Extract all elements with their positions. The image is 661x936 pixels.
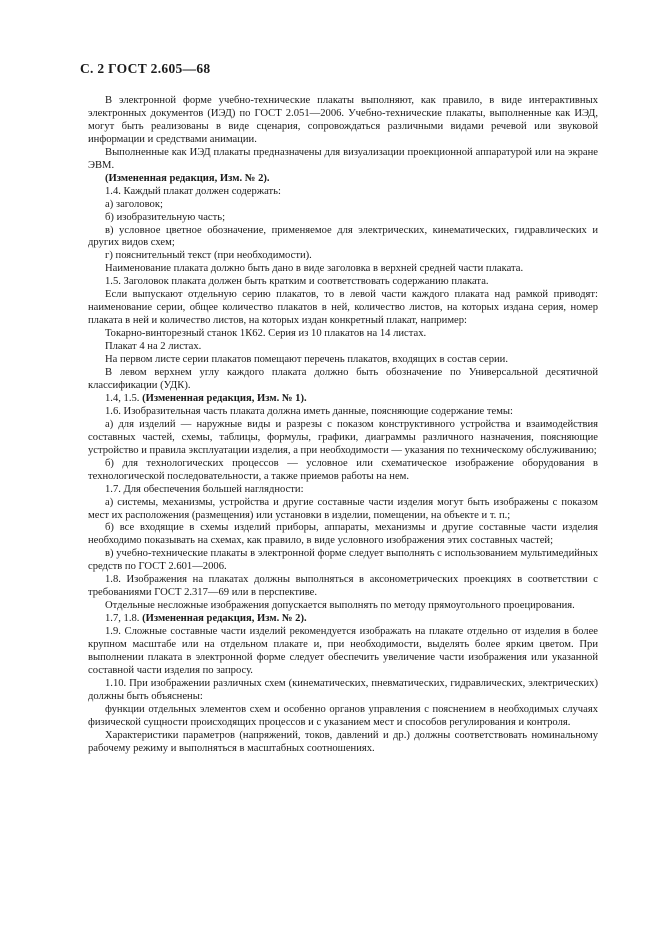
paragraph (88, 341, 598, 354)
document-body (88, 95, 598, 756)
paragraph (88, 393, 598, 406)
paragraph-text: Выполненные как ИЭД плакаты предназначены для визуализации проекционной аппаратурой или на экране ЭВМ. (88, 146, 598, 171)
paragraph (88, 613, 598, 626)
paragraph (88, 574, 598, 600)
amendment-note: (Измененная редакция, Изм. № 2). (105, 172, 270, 184)
paragraph-text: 1.5. Заголовок плаката должен быть кратким и соответствовать содержанию плаката. (105, 276, 489, 288)
paragraph-text: Токарно-винторезный станок 1К62. Серия из 10 плакатов на 14 листах. (105, 328, 427, 340)
paragraph-text: функции отдельных элементов схем и особенно органов управления с пояснением в необходимых случаях физической сущности происходящих процессов и с указанием мест и способов регулирования и контроля. (88, 703, 598, 728)
paragraph-text: а) для изделий — наружные виды и разрезы с показом конструктивного устройства и взаимодействия составных частей, схемы, таблицы, формулы, графики, диаграммы различного назначения, поясняющие устройство и правила эксплуатации изделия, а при необходимости — указания по техническому обслуживанию; (88, 418, 598, 456)
paragraph-prefix: 1.4, 1.5. (105, 392, 143, 404)
paragraph (88, 354, 598, 367)
paragraph-text: б) для технологических процессов — условное или схематическое изображение оборудования в технологической последовательности, а также приемов работы на нем. (88, 457, 598, 482)
paragraph (88, 186, 598, 199)
paragraph-text: Плакат 4 на 2 листах. (105, 341, 202, 353)
paragraph-text: 1.7. Для обеспечения большей наглядности: (105, 483, 304, 495)
paragraph-text: 1.9. Сложные составные части изделий рекомендуется изображать на плакате отдельно от изделия в более крупном масштабе или на отдельном плакате и, при необходимости, выделять более ярким цветом. При выполнении плаката в электронной форме следует обеспечить увеличение части изображения или указанной составной части изделия по запросу. (88, 626, 598, 676)
paragraph-text: В электронной форме учебно-технические плакаты выполняют, как правило, в виде интерактивных электронных документов (ИЭД) по ГОСТ 2.051—2006. Учебно-технические плакаты, выполненные как ИЭД, могут быть реализованы в виде сценария, сопровождаться различными видами речевой или звуковой информации и средствами анимации. (88, 95, 598, 145)
paragraph-prefix: 1.7, 1.8. (105, 613, 143, 625)
paragraph-text: а) системы, механизмы, устройства и другие составные части изделия могут быть изображены с показом мест их расположения (размещения) или установки в изделии, помещении, на объекте и т. п.; (88, 496, 598, 521)
paragraph-text: Наименование плаката должно быть дано в виде заголовка в верхней средней части плаката. (105, 263, 524, 275)
paragraph-text: г) пояснительный текст (при необходимости). (105, 250, 312, 262)
paragraph (88, 678, 598, 704)
paragraph (88, 484, 598, 497)
amendment-note: (Измененная редакция, Изм. № 2). (142, 613, 307, 625)
paragraph-text: в) учебно-технические плакаты в электронной форме следует выполнять с использованием мультимедийных средств по ГОСТ 2.601—2006. (88, 548, 598, 573)
paragraph-text: а) заголовок; (105, 198, 163, 210)
paragraph-text: в) условное цветное обозначение, применяемое для электрических, кинематических, гидравлических и других видов схем; (88, 224, 598, 249)
paragraph (88, 730, 598, 756)
paragraph-text: 1.6. Изобразительная часть плаката должна иметь данные, поясняющие содержание темы: (105, 405, 513, 417)
paragraph-text: б) изобразительную часть; (105, 211, 226, 223)
paragraph (88, 367, 598, 393)
paragraph-text: 1.10. При изображении различных схем (кинематических, пневматических, гидравлических, электрических) должны быть объяснены: (88, 677, 598, 702)
paragraph-text: Характеристики параметров (напряжений, токов, давлений и др.) должны соответствовать номинальному рабочему режиму и выполняться в масштабных соотношениях. (88, 729, 598, 754)
paragraph (88, 263, 598, 276)
page-header: С. 2 ГОСТ 2.605—68 (80, 61, 211, 76)
paragraph (88, 626, 598, 678)
amendment-note: (Измененная редакция, Изм. № 1). (142, 392, 307, 404)
paragraph-text: б) все входящие в схемы изделий приборы, аппараты, механизмы и другие составные части изделия необходимо показывать на схемах, как правило, в виде условного изображения этих составных частей; (88, 522, 598, 547)
paragraph (88, 250, 598, 263)
paragraph-text: Отдельные несложные изображения допускается выполнять по методу прямоугольного проецирования. (105, 600, 575, 612)
paragraph (88, 147, 598, 173)
paragraph (88, 289, 598, 328)
paragraph (88, 704, 598, 730)
paragraph (88, 522, 598, 548)
paragraph (88, 406, 598, 419)
paragraph (88, 419, 598, 458)
paragraph-text: 1.4. Каждый плакат должен содержать: (105, 185, 281, 197)
paragraph (88, 548, 598, 574)
paragraph (88, 458, 598, 484)
paragraph (88, 95, 598, 147)
paragraph-text: На первом листе серии плакатов помещают перечень плакатов, входящих в состав серии. (105, 354, 509, 366)
paragraph-text: 1.8. Изображения на плакатах должны выполняться в аксонометрических проекциях в соответствии с требованиями ГОСТ 2.317—69 или в перспективе. (88, 574, 598, 599)
paragraph (88, 328, 598, 341)
paragraph (88, 199, 598, 212)
paragraph (88, 173, 598, 186)
paragraph (88, 497, 598, 523)
paragraph-text: В левом верхнем углу каждого плаката должно быть обозначение по Универсальной десятичной классификации (УДК). (88, 367, 598, 391)
paragraph (88, 600, 598, 613)
paragraph-text: Если выпускают отдельную серию плакатов, то в левой части каждого плаката над рамкой приводят: наименование серии, общее количество плакатов в ней, количество листов, на которых издана серия, номер плаката в ней и количество листов, на которых издан конкретный плакат, например: (88, 289, 598, 327)
paragraph (88, 276, 598, 289)
paragraph (88, 225, 598, 251)
paragraph (88, 212, 598, 225)
